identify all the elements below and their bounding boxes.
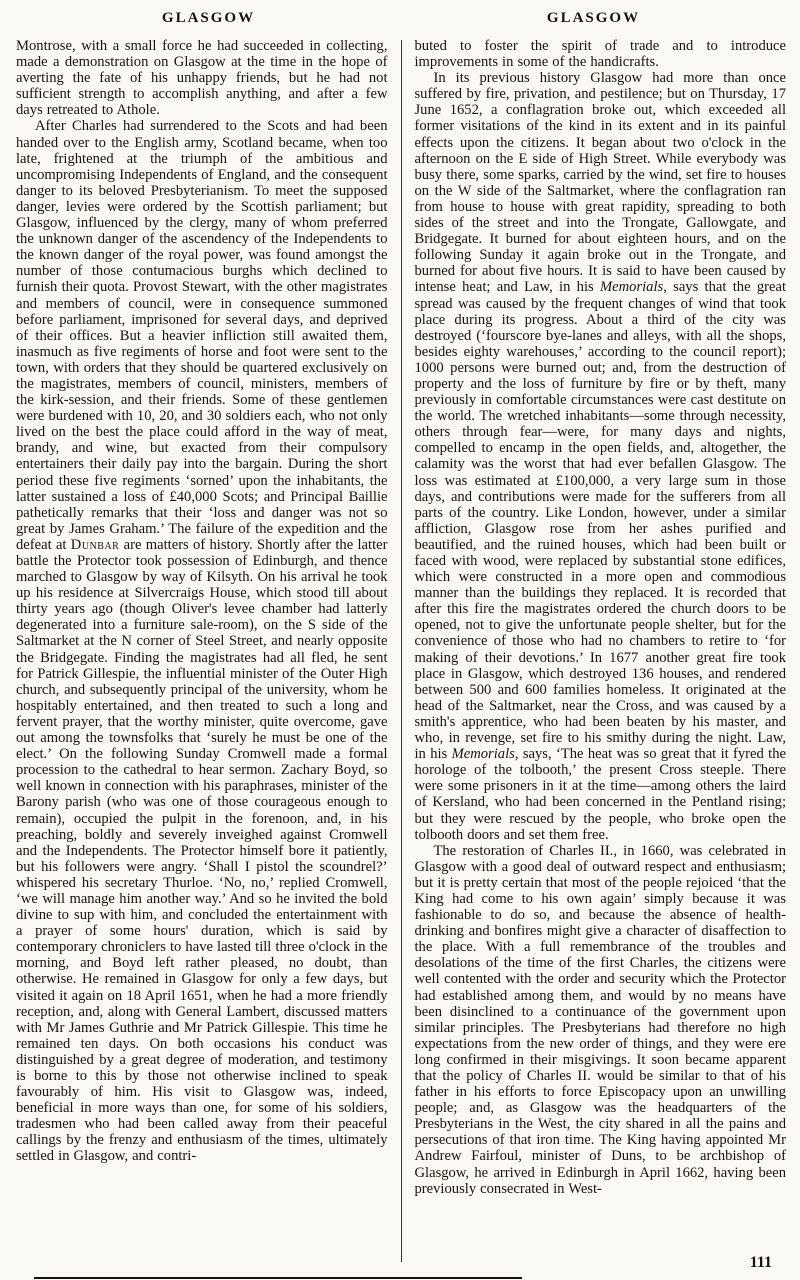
paragraph: After Charles had surrendered to the Scots and had been handed over to the English army, Scotland became, when too late, frightened at the triumph of the ambitious and uncompromising Independents of England, and the consequent danger to its beloved Presbyterianism. To meet the supposed danger, levies were ordered by the Scottish parliament; but Glasgow, influenced by the clergy, many of whom preferred the unknown danger of the ascendency of the Independents to the known danger of the royal power, was found amongst the number of those contumacious burghs which declined to furnish their quota. Provost Stewart, with the other magistrates and members of council, were in consequence summoned before parliament, imprisoned for several days, and deprived of their offices. But a heavier infliction still awaited them, inasmuch as five regiments of horse and foot were sent to the town, with orders that they should be quartered exclusively on the magistrates, members of council, ministers, members of the kirk-session, and their friends. Some of these gentlemen were burdened with 10, 20, and 30 soldiers each, who not only lived on the best the place could afford in the way of meat, brandy, and wine, but exacted from their compulsory entertainers their daily pay into the bargain. During the short period these five regiments ‘sorned’ upon the inhabitants, the latter sustained a loss of £40,000 Scots; and Principal Baillie pathetically remarks that their ‘loss and danger was not so great by James Graham.’ The failure of the expedition and the defeat at Dunbar are matters of history. Shortly after the latter battle the Protector took possession of Edinburgh, and thence marched to Glasgow by way of Kilsyth. On his arrival he took up his residence at Silvercraigs House, which stood till about thirty years ago (though Oliver's levee chamber had latterly degenerated into a furniture sale-room), on the S side of the Saltmarket at the N corner of Steel Street, and nearly opposite the Bridgegate. Finding the magistrates had all fled, he sent for Patrick Gillespie, the influential minister of the Outer High church, and subsequently principal of the university, whom he hospitably entertained, and then treated to such a long and fervent prayer, that the worthy minister, quite overcome, gave out among the townsfolks that ‘surely he must be one of the elect.’ On the following Sunday Cromwell made a formal procession to the cathedral to hear sermon. Zachary Boyd, so well known in connection with his paraphrases, minister of the Barony parish (who was one of those courageous enough to remain), occupied the pulpit in the forenoon, and, in his preaching, boldly and severely inveighed against Cromwell and the Independents. The Protector himself bore it patiently, but his followers were angry. ‘Shall I pistol the scoundrel?’ whispered his secretary Thurloe. ‘No, no,’ replied Cromwell, ‘we will manage him another way.’ And so he invited the bold divine to sup with him, and concluded the entertainment with a prayer of some hours' duration, which is said by contemporary chroniclers to have lasted till three o'clock in the morning, and Boyd left rather pleased, no doubt, than otherwise. He remained in Glasgow for only a few days, but visited it again on 18 April 1651, when he had a more friendly reception, and, along with General Lambert, discussed matters with Mr James Guthrie and Mr Patrick Gillespie. This time he remained ten days. On both occasions his conduct was distinguished by a great degree of moderation, and testimony is borne to this by those not otherwise inclined to speak favourably of him. His visit to Glasgow was, indeed, beneficial in more ways than one, for some of his soldiers, tradesmen who had been called away from their peaceful callings by the frenzy and enthusiasm of the times, ultimately settled in Glasgow, and contri- — [16, 118, 388, 1165]
text-column-right — [402, 38, 787, 1262]
running-heads — [16, 10, 786, 34]
paragraph: buted to foster the spirit of trade and to introduce improvements in some of the handicrafts. — [414, 38, 786, 71]
text-columns — [16, 38, 786, 1262]
paragraph: Montrose, with a small force he had succeeded in collecting, made a demonstration on Glasgow at the time in the hope of averting the fate of his unhappy friends, but he had not sufficient strength to accomplish anything, and after a few days retreated to Athole. — [16, 38, 388, 119]
scan-edge-line — [34, 1277, 522, 1279]
paragraph: In its previous history Glasgow had more than once suffered by fire, privation, and pestilence; but on Thursday, 17 June 1652, a conflagration broke out, which exceeded all former visitations of the kind in its extent and in its painful effects upon the citizens. It began about two o'clock in the afternoon on the E side of High Street. While everybody was busy there, some sparks, carried by the wind, set fire to houses on the W side of the Saltmarket, where the conflagration ran from house to house with great rapidity, spreading to both sides of the street and into the Trongate, Gallowgate, and Bridgegate. It burned for about eighteen hours, and on the following Sunday it again broke out in the Trongate, and burned for about five hours. It is said to have been caused by intense heat; and Law, in his Memorials, says that the great spread was caused by the frequent changes of wind that took place during its progress. About a third of the city was destroyed (‘fourscore bye-lanes and alleys, with all the shops, besides eighty warehouses,’ according to the council report); 1000 persons were burned out; and, from the destruction of property and the loss of furniture by fire or by theft, many previously in comfortable circumstances were cast destitute on the world. The wretched inhabitants—some through necessity, others through fear—were, for many days and nights, compelled to encamp in the open fields, and, altogether, the calamity was the worst that had ever befallen Glasgow. The loss was estimated at £100,000, a very large sum in those days, and contributions were made for the sufferers from all parts of the country. Like London, however, under a similar affliction, Glasgow rose from her ashes purified and beautified, and the ruined houses, which had been built or faced with wood, were replaced by substantial stone edifices, which were constructed in a more open and commodious manner than the buildings they replaced. It is recorded that after this fire the magistrates ordered the church doors to be opened, not to give the unfortunate people shelter, but for the convenience of those who had no chambers to retire to ‘for making of their devotions.’ In 1677 another great fire took place in Glasgow, which destroyed 136 houses, and rendered between 500 and 600 families homeless. It originated at the head of the Saltmarket, near the Cross, and was caused by a smith's apprentice, who had been beaten by his master, and who, in revenge, set fire to his smithy during the night. Law, in his Memorials, says, ‘The heat was so great that it fyred the horologe of the tolbooth,’ the present Cross steeple. There were some prisoners in it at the time—among others the laird of Kersland, who had been concerned in the Pentland rising; but they were rescued by the people, who broke open the tolbooth doors and set them free. — [414, 70, 786, 843]
running-head-right: GLASGOW — [546, 10, 641, 26]
page-number: 111 — [749, 1254, 772, 1271]
text-column-left — [16, 38, 401, 1262]
running-head-left: GLASGOW — [161, 10, 256, 26]
paragraph: The restoration of Charles II., in 1660, was celebrated in Glasgow with a good deal of outward respect and enthusiasm; but it is pretty certain that most of the people rejoiced ‘that the King had come to his own again’ simply because it was fashionable to do so, and because the absence of health-drinking and bonfires might give a character of disaffection to the place. With a full remembrance of the troubles and desolations of the time of the first Charles, the citizens were well contented with the order and security which the Protector had established among them, and would by no means have been disinclined to a continuance of the government upon similar principles. The Presbyterians had therefore no high expectations from the new order of things, and they were ere long confirmed in their misgivings. It soon became apparent that the policy of Charles II. would be similar to that of his father in his efforts to force Episcopacy upon an unwilling people; and, as Glasgow was the headquarters of the Presbyterians in the West, the city shared in all the pains and persecutions of that iron time. The King having appointed Mr Andrew Fairfoul, minister of Duns, to be archbishop of Glasgow, he arrived in Edinburgh in April 1662, having been previously consecrated in West- — [414, 842, 786, 1197]
